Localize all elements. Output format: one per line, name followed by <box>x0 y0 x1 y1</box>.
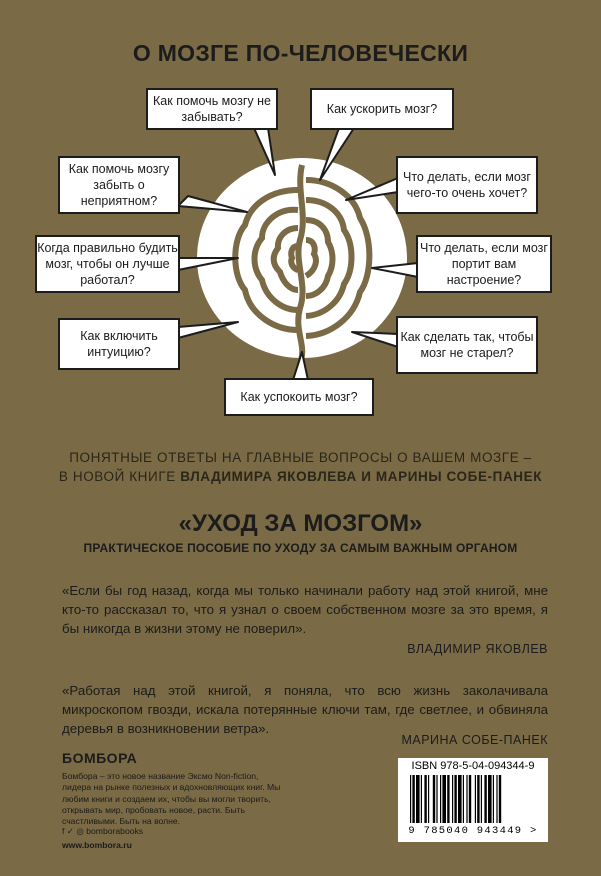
quote-author-yakovlev: ВЛАДИМИР ЯКОВЛЕВ <box>407 642 548 656</box>
cover-title: О МОЗГЕ ПО-ЧЕЛОВЕЧЕСКИ <box>132 40 469 66</box>
barcode <box>398 758 548 842</box>
barcode-stripe <box>463 775 464 823</box>
barcode-stripe <box>428 775 429 823</box>
publisher-site: www.bombora.ru <box>62 840 132 850</box>
intro-line-1: ПОНЯТНЫЕ ОТВЕТЫ НА ГЛАВНЫЕ ВОПРОСЫ О ВАШЕМ МОЗГЕ – <box>69 450 532 465</box>
barcode-stripe <box>466 775 467 823</box>
barcode-stripe <box>442 775 446 823</box>
barcode-stripe <box>458 775 462 823</box>
barcode-stripe <box>477 775 479 823</box>
publisher-logo: БОМБОРА <box>62 750 138 766</box>
intro-line-2 <box>0 469 601 484</box>
question-bubble-calm: Как успокоить мозг? <box>224 378 374 416</box>
barcode-stripe <box>416 775 420 823</box>
barcode-stripe <box>454 775 456 823</box>
barcode-stripe <box>469 775 471 823</box>
quote-yakovlev: «Если бы год назад, когда мы только начинали работу над этой книгой, мне кто-то рассказал то, что я узнал о своем собственном мозге за это время, я бы никогда в жизни этому не поверил». <box>62 583 548 636</box>
barcode-stripe <box>484 775 486 823</box>
barcode-stripe <box>412 775 414 823</box>
quote-author-sobe-panek: МАРИНА СОБЕ-ПАНЕК <box>401 733 548 747</box>
intro-line-2-prefix: В НОВОЙ КНИГЕ <box>58 469 181 484</box>
barcode-stripe <box>436 775 437 823</box>
barcode-stripe <box>410 775 411 823</box>
barcode-stripe <box>447 775 449 823</box>
isbn-label: ISBN 978-5-04-094344-9 <box>411 760 535 772</box>
question-bubble-mood: Что делать, если мозг портит вам настроение? <box>416 235 552 293</box>
question-bubble-remember: Как помочь мозгу не забывать? <box>146 88 278 130</box>
barcode-stripe <box>481 775 482 823</box>
book-subtitle: ПРАКТИЧЕСКОЕ ПОСОБИЕ ПО УХОДУ ЗА САМЫМ ВАЖНЫМ ОРГАНОМ <box>83 541 518 555</box>
barcode-stripe <box>440 775 441 823</box>
barcode-stripe <box>424 775 426 823</box>
barcode-stripe <box>421 775 422 823</box>
barcode-stripe <box>475 775 476 823</box>
publisher-description: Бомбора – это новое название Эксмо Non-fiction, лидера на рынке полезных и вдохновляющих книг. Мы любим книги и создаем их, чтобы вы могли творить, открывать мир, пробовать новое, расти. Быть счастливыми. Быть на волне. <box>62 771 281 827</box>
book-title: «УХОД ЗА МОЗГОМ» <box>178 510 423 537</box>
barcode-stripe <box>499 775 501 823</box>
barcode-number: 9 785040 943449 > <box>408 825 538 837</box>
question-bubble-forget: Как помочь мозгу забыть о неприятном? <box>58 156 180 214</box>
publisher-social: f ✓ ◎ bomborabooks <box>62 826 144 836</box>
barcode-stripe <box>493 775 494 823</box>
barcode-stripe <box>496 775 497 823</box>
question-bubble-speed-up: Как ускорить мозг? <box>310 88 454 130</box>
question-bubble-wake: Когда правильно будить мозг, чтобы он лучше работал? <box>35 235 180 293</box>
question-bubble-aging: Как сделать так, чтобы мозг не старел? <box>396 316 538 374</box>
question-bubble-wants: Что делать, если мозг чего-то очень хочет? <box>396 156 538 214</box>
barcode-stripe <box>433 775 435 823</box>
quote-sobe-panek: «Работая над этой книгой, я поняла, что всю жизнь заколачивала микроскопом гвозди, искала потерянные ключи там, где светлее, и обвиняла деревья в возникновении ветра». <box>62 683 548 736</box>
barcode-stripe <box>452 775 453 823</box>
question-bubble-intuition: Как включить интуицию? <box>58 318 180 370</box>
barcode-stripe <box>488 775 492 823</box>
intro-authors: ВЛАДИМИРА ЯКОВЛЕВА И МАРИНЫ СОБЕ-ПАНЕК <box>180 469 543 484</box>
